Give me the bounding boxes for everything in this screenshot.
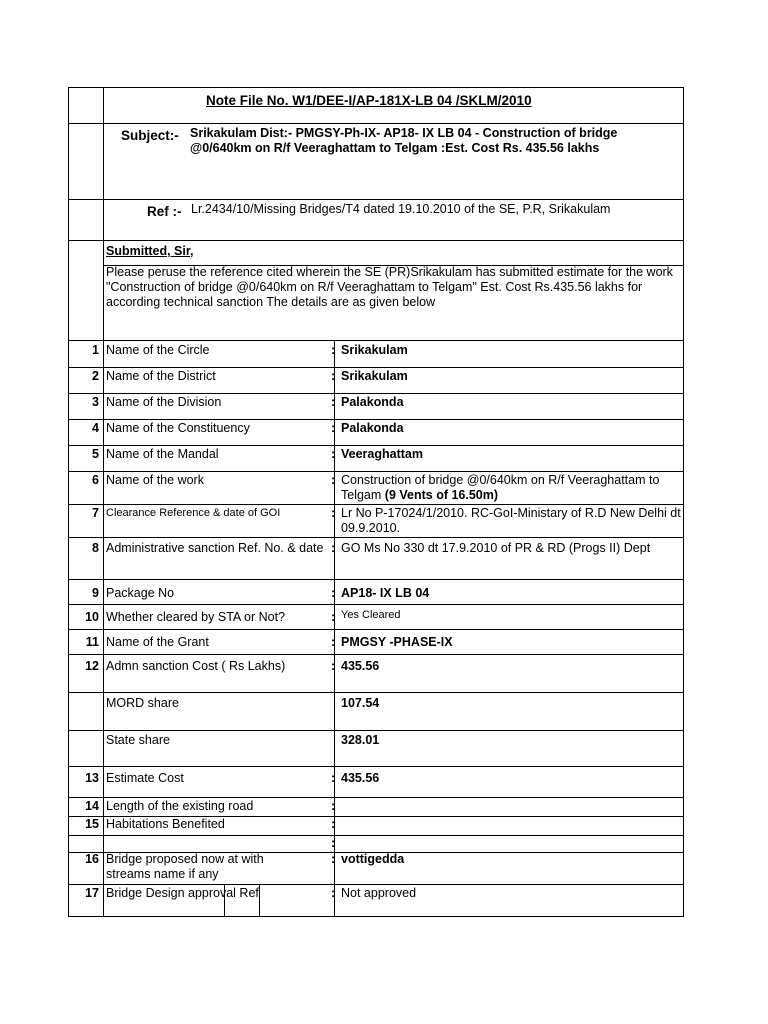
row-colon: : [331, 447, 336, 461]
row-label: Clearance Reference & date of GOI [106, 507, 281, 519]
row-number: 3 [92, 395, 99, 409]
row-number: 16 [85, 852, 99, 866]
row-colon: : [331, 799, 336, 813]
row-value: PMGSY -PHASE-IX [341, 635, 453, 649]
row-value: 107.54 [341, 696, 380, 710]
row-number: 10 [85, 610, 99, 624]
row-label: Name of the Division [106, 395, 222, 409]
row-value [341, 473, 683, 503]
row-value: Palakonda [341, 395, 404, 409]
row-label: MORD share [106, 696, 179, 710]
row-colon: : [331, 343, 336, 357]
row-label: Name of the Circle [106, 343, 210, 357]
row-number: 6 [92, 473, 99, 487]
row-value: AP18- IX LB 04 [341, 586, 430, 600]
design-ref-divider-b [259, 884, 260, 916]
row-colon: : [331, 473, 336, 487]
row-number: 5 [92, 447, 99, 461]
note-file-table [68, 87, 684, 917]
row-label: Package No [106, 586, 175, 600]
row-value: Palakonda [341, 421, 404, 435]
row-number: 11 [85, 635, 99, 649]
row-number: 8 [92, 541, 99, 555]
row-label: Name of the Grant [106, 635, 209, 649]
row-value: 435.56 [341, 659, 380, 673]
row-label: Whether cleared by STA or Not? [106, 610, 286, 624]
row-label: Length of the existing road [106, 799, 254, 813]
row-label: Name of the District [106, 369, 216, 383]
number-column-divider [103, 88, 104, 916]
row-label: Administrative sanction Ref. No. & date [106, 541, 324, 555]
row-label: Name of the Constituency [106, 421, 250, 435]
page-title: Note File No. W1/DEE-I/AP-181X-LB 04 /SKLM/2010 [206, 93, 532, 108]
row-colon: : [331, 771, 336, 785]
row-colon: : [331, 541, 336, 555]
row-number: 9 [92, 586, 99, 600]
row-colon: : [331, 852, 336, 866]
intro-paragraph: Please peruse the reference cited wherein the SE (PR)Srikakulam has submitted estimate for the work "Construction of bridge @0/640km on R/f Veeraghattam to Telgam" Est. Cost Rs.435.56 lakhs for according technical sanction The details are as given below [106, 265, 673, 309]
row-label: Habitations Benefited [106, 817, 225, 831]
subject-label: Subject:- [121, 128, 179, 143]
row-number: 1 [92, 343, 99, 357]
row-number: 14 [85, 799, 99, 813]
row-colon: : [331, 586, 336, 600]
row-value: Srikakulam [341, 369, 408, 383]
submitted-heading: Submitted, Sir, [106, 244, 194, 258]
row-number: 17 [85, 886, 99, 900]
row-value: Srikakulam [341, 343, 408, 357]
row-value: Yes Cleared [341, 609, 401, 621]
row-number: 15 [85, 817, 99, 831]
row-label: Estimate Cost [106, 771, 184, 785]
ref-label: Ref :- [147, 204, 182, 219]
row-label: Bridge proposed now at with streams name if any [106, 852, 264, 881]
row-colon: : [331, 659, 336, 673]
row-number: 13 [85, 771, 99, 785]
row-value: Lr No P-17024/1/2010. RC-GoI-Ministary of R.D New Delhi dt 09.9.2010. [341, 506, 681, 535]
row-label: Name of the work [106, 473, 204, 487]
row-colon: : [331, 610, 336, 624]
row-number: 12 [85, 659, 99, 673]
row-label: State share [106, 733, 170, 747]
row-value: Not approved [341, 886, 417, 900]
row-colon: : [331, 836, 336, 850]
row-label: Bridge Design approval Ref [106, 886, 259, 900]
row-colon: : [331, 635, 336, 649]
row-value: vottigedda [341, 852, 405, 866]
row-colon: : [331, 395, 336, 409]
row-colon: : [331, 369, 336, 383]
row-label: Name of the Mandal [106, 447, 219, 461]
row-number: 4 [92, 421, 99, 435]
row-value: GO Ms No 330 dt 17.9.2010 of PR & RD (Progs II) Dept [341, 541, 651, 555]
row-label: Admn sanction Cost ( Rs Lakhs) [106, 659, 286, 673]
row-value: 328.01 [341, 733, 380, 747]
row-number: 7 [92, 506, 99, 520]
subject-text: Srikakulam Dist:- PMGSY-Ph-IX- AP18- IX LB 04 - Construction of bridge @0/640km on R/f Veeraghattam to Telgam :Est. Cost Rs. 435.56 lakhs [190, 126, 618, 155]
work-vents-text: (9 Vents of 16.50m) [384, 488, 499, 502]
row-colon: : [331, 506, 336, 520]
row-colon: : [331, 421, 336, 435]
row-number: 2 [92, 369, 99, 383]
row-colon: : [331, 886, 336, 900]
row-value: Veeraghattam [341, 447, 423, 461]
work-name-text: Construction of bridge @0/640km on R/f Veeraghattam to Telgam [341, 473, 660, 502]
row-colon: : [331, 817, 336, 831]
row-value: 435.56 [341, 771, 380, 785]
ref-text: Lr.2434/10/Missing Bridges/T4 dated 19.10.2010 of the SE, P.R, Srikakulam [191, 202, 611, 216]
